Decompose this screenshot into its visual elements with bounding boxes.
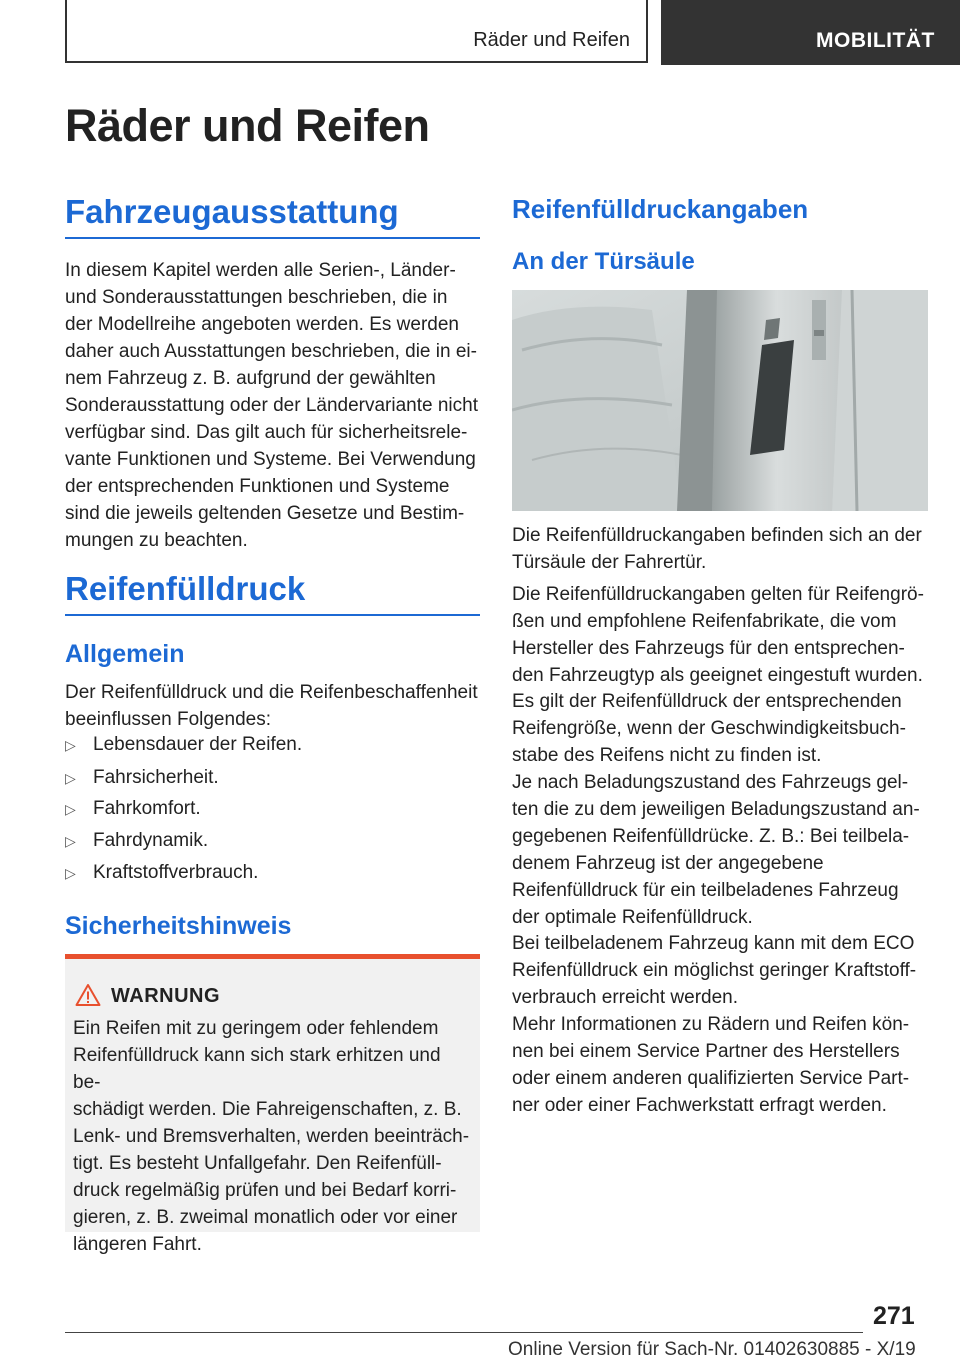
door-pillar-photo bbox=[512, 290, 928, 511]
list-item bbox=[65, 734, 302, 756]
text-line: Die Reifenfülldruckangaben befinden sich an der bbox=[512, 525, 922, 546]
heading-allgemein: Allgemein bbox=[65, 640, 185, 668]
triangle-bullet-icon: ▷ bbox=[65, 770, 76, 786]
text-line: daher auch Ausstattungen beschrieben, die in ei- bbox=[65, 341, 477, 362]
paragraph-allgemein bbox=[65, 679, 480, 733]
text-line: denem Fahrzeug ist der angegebene bbox=[512, 853, 824, 874]
triangle-bullet-icon: ▷ bbox=[65, 865, 76, 881]
header-section-title: Räder und Reifen bbox=[473, 29, 630, 51]
text-line: den Fahrzeugtyp als geeignet eingestuft wurden. bbox=[512, 665, 923, 686]
text-line: Der Reifenfülldruck und die Reifenbeschaffenheit bbox=[65, 682, 478, 703]
list-item-text: Fahrkomfort. bbox=[93, 798, 201, 819]
text-line: nem Fahrzeug z. B. aufgrund der gewählten bbox=[65, 368, 436, 389]
text-line: der Modellreihe angeboten werden. Es werden bbox=[65, 314, 459, 335]
triangle-bullet-icon: ▷ bbox=[65, 833, 76, 849]
warning-title: WARNUNG bbox=[111, 985, 221, 1007]
text-line: Reifenfülldruck kann sich stark erhitzen und be- bbox=[73, 1045, 441, 1093]
text-line: Mehr Informationen zu Rädern und Reifen kön- bbox=[512, 1014, 910, 1035]
list-item bbox=[65, 798, 201, 820]
text-line: verbrauch erreicht werden. bbox=[512, 987, 738, 1008]
text-line: der optimale Reifenfülldruck. bbox=[512, 907, 753, 928]
text-line: ßen und empfohlene Reifenfabrikate, die vom bbox=[512, 611, 897, 632]
list-item bbox=[65, 830, 208, 852]
footer-online-version: Online Version für Sach-Nr. 01402630885 - X/19 bbox=[508, 1339, 916, 1360]
text-line: längeren Fahrt. bbox=[73, 1234, 202, 1255]
paragraph-fahrzeugausstattung bbox=[65, 257, 480, 554]
page-number: 271 bbox=[873, 1302, 915, 1330]
text-line: Die Reifenfülldruckangaben gelten für Reifengrö- bbox=[512, 584, 924, 605]
paragraph-more-info bbox=[512, 1011, 928, 1119]
list-item-text: Fahrsicherheit. bbox=[93, 767, 219, 788]
text-line: Je nach Beladungszustand des Fahrzeugs gel- bbox=[512, 772, 909, 793]
text-line: ner oder einer Fachwerkstatt erfragt werden. bbox=[512, 1095, 887, 1116]
paragraph-eco bbox=[512, 930, 928, 1011]
text-line: Türsäule der Fahrertür. bbox=[512, 552, 707, 573]
text-line: Reifenfülldruck ein möglichst geringer Kraftstoff- bbox=[512, 960, 917, 981]
text-line: beeinflussen Folgendes: bbox=[65, 709, 271, 730]
list-item bbox=[65, 767, 219, 789]
text-line: Hersteller des Fahrzeugs für den entsprechen- bbox=[512, 638, 905, 659]
text-line: sind die jeweils geltenden Gesetze und Bestim- bbox=[65, 503, 465, 524]
text-line: Reifengröße, wenn der Geschwindigkeitsbuch- bbox=[512, 718, 906, 739]
heading-fahrzeugausstattung: Fahrzeugausstattung bbox=[65, 193, 480, 239]
warning-triangle-icon bbox=[75, 983, 101, 1007]
heading-reifenfuelldruck: Reifenfülldruck bbox=[65, 570, 480, 616]
text-line: Ein Reifen mit zu geringem oder fehlendem bbox=[73, 1018, 439, 1039]
text-line: In diesem Kapitel werden alle Serien-, Länder- bbox=[65, 260, 456, 281]
text-line: stabe des Reifens nicht zu finden ist. bbox=[512, 745, 822, 766]
paragraph-load-state bbox=[512, 769, 928, 931]
warning-text bbox=[73, 1015, 473, 1258]
text-line: mungen zu beachten. bbox=[65, 530, 248, 551]
text-line: der entsprechenden Funktionen und Systeme bbox=[65, 476, 450, 497]
warning-box bbox=[65, 954, 480, 1255]
text-line: ten die zu dem jeweiligen Beladungszustand an- bbox=[512, 799, 920, 820]
text-line: oder einem anderen qualifizierten Service Part- bbox=[512, 1068, 910, 1089]
footer-divider bbox=[65, 1332, 863, 1333]
text-line: druck regelmäßig prüfen und bei Bedarf korri- bbox=[73, 1180, 457, 1201]
text-line: verfügbar sind. Das gilt auch für sicherheitsrele- bbox=[65, 422, 468, 443]
list-item-text: Kraftstoffverbrauch. bbox=[93, 862, 259, 883]
heading-an-der-tuersaeule: An der Türsäule bbox=[512, 248, 695, 275]
heading-sicherheitshinweis: Sicherheitshinweis bbox=[65, 912, 292, 940]
text-line: gegebenen Reifenfülldrücke. Z. B.: Bei teilbela- bbox=[512, 826, 910, 847]
paragraph-location bbox=[512, 522, 928, 576]
text-line: schädigt werden. Die Fahreigenschaften, z. B. bbox=[73, 1099, 462, 1120]
list-item bbox=[65, 862, 258, 884]
text-line: tigt. Es besteht Unfallgefahr. Den Reifenfüll- bbox=[73, 1153, 442, 1174]
text-line: Es gilt der Reifenfülldruck der entsprechenden bbox=[512, 691, 902, 712]
text-line: gieren, z. B. zweimal monatlich oder vor einer bbox=[73, 1207, 458, 1228]
triangle-bullet-icon: ▷ bbox=[65, 737, 76, 753]
text-line: und Sonderausstattungen beschrieben, die in bbox=[65, 287, 448, 308]
text-line: Bei teilbeladenem Fahrzeug kann mit dem ECO bbox=[512, 933, 915, 954]
triangle-bullet-icon: ▷ bbox=[65, 801, 76, 817]
paragraph-speed-letter bbox=[512, 688, 928, 769]
text-line: Reifenfülldruck für ein teilbeladenes Fahrzeug bbox=[512, 880, 899, 901]
header-chapter-tab: MOBILITÄT bbox=[661, 0, 960, 65]
heading-reifenfuelldruckangaben: Reifenfülldruckangaben bbox=[512, 194, 809, 224]
text-line: Sonderausstattung oder der Ländervariante nicht bbox=[65, 395, 478, 416]
list-item-text: Fahrdynamik. bbox=[93, 830, 209, 851]
page-title: Räder und Reifen bbox=[65, 100, 430, 151]
text-line: Lenk- und Bremsverhalten, werden beeinträch- bbox=[73, 1126, 470, 1147]
text-line: vante Funktionen und Systeme. Bei Verwendung bbox=[65, 449, 476, 470]
list-item-text: Lebensdauer der Reifen. bbox=[93, 734, 303, 755]
text-line: nen bei einem Service Partner des Herstellers bbox=[512, 1041, 900, 1062]
paragraph-validity bbox=[512, 581, 928, 689]
